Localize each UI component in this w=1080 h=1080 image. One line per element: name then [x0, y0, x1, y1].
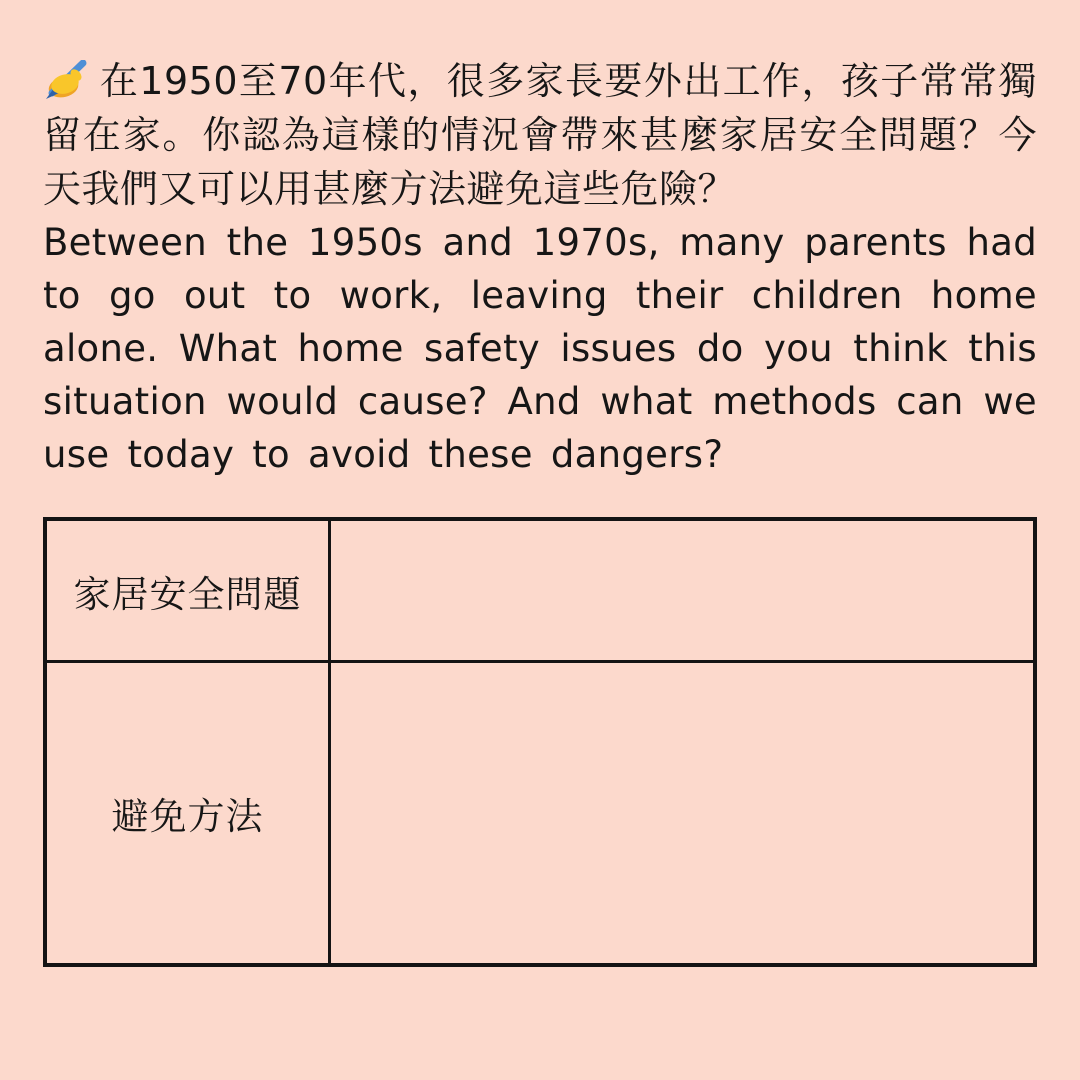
table-label-avoidance-methods: 避免方法 [47, 663, 331, 963]
prompt-english-text: Between the 1950s and 1970s, many parents had to go out to work, leaving their children home alone. What home safety issues do you think this situation would cause? And what methods can we use today to avoid these dangers? [43, 221, 1037, 476]
prompt-chinese-text: 在1950至70年代，很多家長要外出工作，孩子常常獨留在家。你認為這樣的情況會帶來甚麼家居安全問題？今天我們又可以用甚麼方法避免這些危險？ [43, 59, 1037, 211]
writing-hand-icon [43, 60, 89, 100]
prompt-chinese [43, 54, 1037, 216]
table-label-home-safety-issues: 家居安全問題 [47, 521, 331, 663]
answer-cell-avoidance-methods [331, 663, 1033, 963]
answer-table [43, 517, 1037, 967]
prompt-block [43, 54, 1037, 481]
answer-cell-home-safety-issues [331, 521, 1033, 663]
